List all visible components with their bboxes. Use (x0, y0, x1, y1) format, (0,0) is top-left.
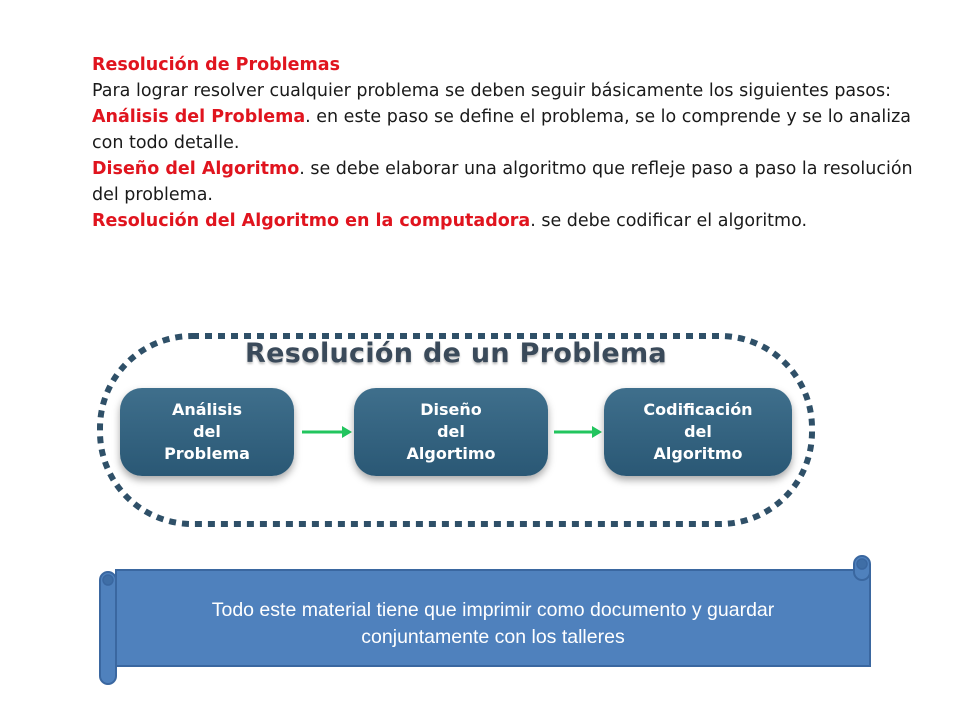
box-line: Algoritmo (653, 444, 743, 463)
arrow-icon (302, 426, 352, 438)
step-term: Resolución del Algoritmo en la computadora (92, 211, 531, 231)
step-term: Diseño del Algoritmo (92, 159, 300, 179)
problem-solving-text (92, 52, 922, 234)
box-line: Análisis (171, 400, 243, 419)
step-description: . se debe codificar el algoritmo. (530, 211, 808, 231)
step-description: . en este paso se define el problema, se lo comprende y se lo analiza con todo detalle. (92, 107, 912, 153)
step-term: Análisis del Problema (92, 107, 306, 127)
step-analysis (92, 104, 922, 156)
process-diagram (96, 330, 816, 530)
arrow-icon (554, 426, 602, 438)
banner-line: Todo este material tiene que imprimir como documento y guardar (211, 599, 775, 621)
step-design (92, 156, 922, 208)
box-line: del (193, 422, 221, 441)
diagram-title: Resolución de un Problema (245, 338, 667, 369)
step-box-analysis (120, 388, 294, 476)
box-line: Algortimo (406, 444, 496, 463)
box-line: del (684, 422, 712, 441)
scroll-banner (98, 552, 874, 688)
box-line: Codificación (643, 400, 753, 419)
step-box-design (354, 388, 548, 476)
box-line: del (437, 422, 465, 441)
step-description: . se debe elaborar una algoritmo que refleje paso a paso la resolución del problema. (92, 159, 913, 205)
banner-message (130, 590, 856, 658)
box-line: Diseño (420, 400, 482, 419)
box-line: Problema (164, 444, 250, 463)
banner-line: conjuntamente con los talleres (361, 626, 625, 648)
step-box-coding (604, 388, 792, 476)
intro-paragraph: Para lograr resolver cualquier problema se deben seguir básicamente los siguientes pasos: (92, 81, 891, 101)
heading: Resolución de Problemas (92, 55, 341, 75)
step-coding (92, 208, 922, 234)
